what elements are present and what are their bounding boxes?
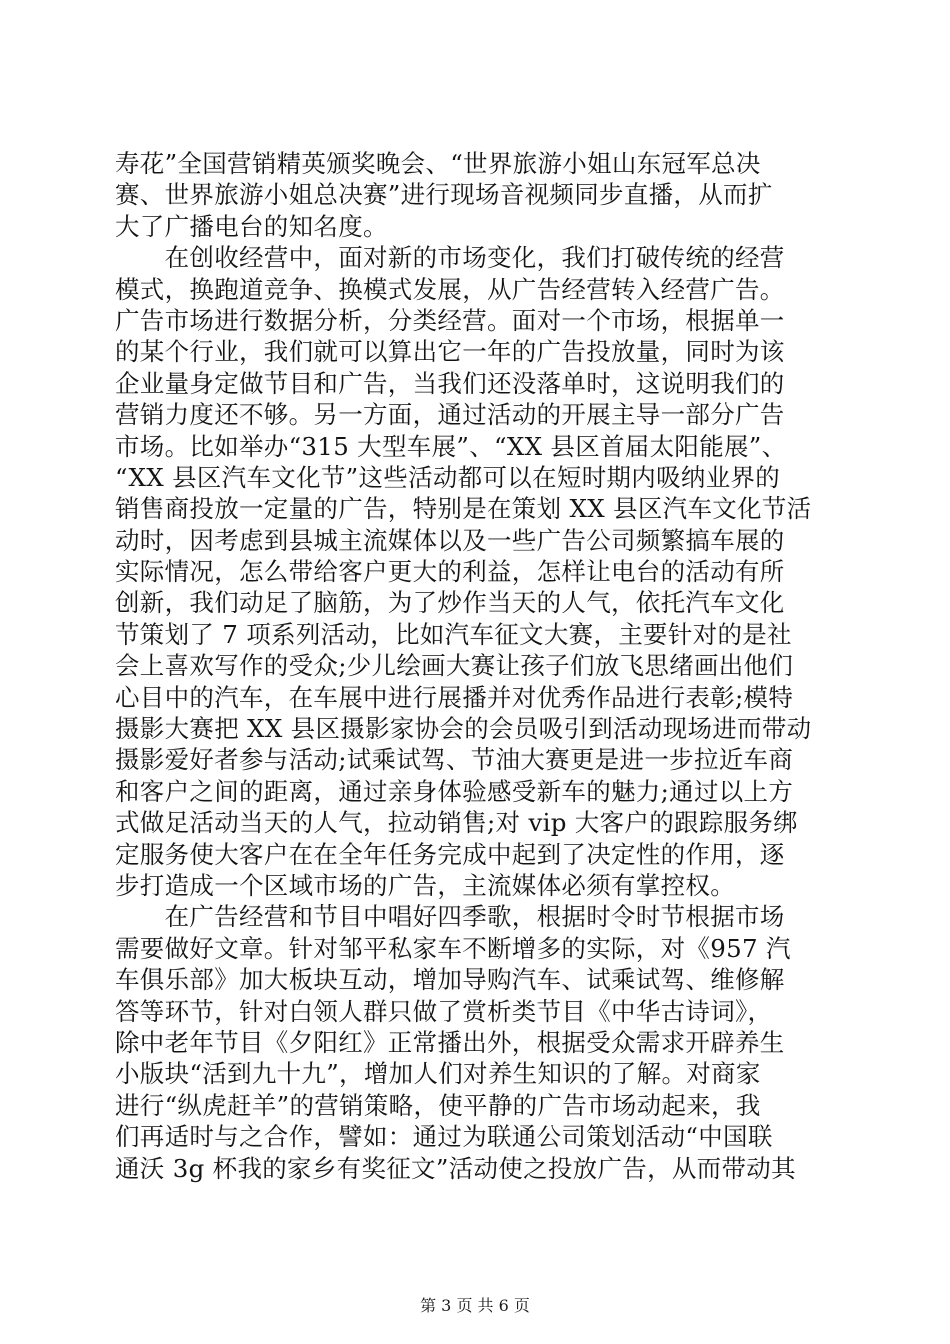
text-line: 需要做好文章。针对邹平私家车不断增多的实际，对《957 汽 [115, 933, 791, 963]
text-line: 模式，换跑道竞争、换模式发展，从广告经营转入经营广告。 [115, 274, 785, 304]
text-line: 和客户之间的距离，通过亲身体验感受新车的魅力;通过以上方 [115, 776, 794, 806]
text-line: 企业量身定做节目和广告，当我们还没落单时，这说明我们的 [115, 368, 785, 398]
body-text [115, 148, 845, 1184]
text-line: 摄影爱好者参与活动;试乘试驾、节油大赛更是进一步拉近车商 [115, 745, 794, 775]
text-line: 们再适时与之合作，譬如：通过为联通公司策划活动“中国联 [115, 1122, 773, 1152]
text-line: 式做足活动当天的人气，拉动销售;对 vip 大客户的跟踪服务绑 [115, 808, 798, 838]
text-line: 摄影大赛把 XX 县区摄影家协会的会员吸引到活动现场进而带动 [115, 714, 812, 744]
text-line: 在广告经营和节目中唱好四季歌，根据时令时节根据市场 [115, 902, 785, 932]
text-line: 心目中的汽车，在车展中进行展播并对优秀作品进行表彰;模特 [115, 682, 794, 712]
text-line: 大了广播电台的知名度。 [115, 211, 388, 241]
text-line: 除中老年节目《夕阳红》正常播出外，根据受众需求开辟养生 [115, 1027, 785, 1057]
text-line: 广告市场进行数据分析，分类经营。面对一个市场，根据单一 [115, 305, 785, 335]
text-line: 在创收经营中，面对新的市场变化，我们打破传统的经营 [115, 243, 785, 273]
text-line: “XX 县区汽车文化节”这些活动都可以在短时期内吸纳业界的 [115, 462, 781, 492]
text-line: 车俱乐部》加大板块互动，增加导购汽车、试乘试驾、维修解 [115, 965, 785, 995]
text-line: 动时，因考虑到县城主流媒体以及一些广告公司频繁搞车展的 [115, 525, 785, 555]
text-line: 销售商投放一定量的广告，特别是在策划 XX 县区汽车文化节活 [115, 494, 812, 524]
text-line: 节策划了 7 项系列活动，比如汽车征文大赛，主要针对的是社 [115, 619, 792, 649]
text-line: 创新，我们动足了脑筋，为了炒作当天的人气，依托汽车文化 [115, 588, 785, 618]
text-line: 寿花”全国营销精英颁奖晚会、“世界旅游小姐山东冠军总决 [115, 149, 761, 178]
text-line: 的某个行业，我们就可以算出它一年的广告投放量，同时为该 [115, 337, 785, 367]
text-line: 进行“纵虎赶羊”的营销策略，使平静的广告市场动起来，我 [115, 1090, 761, 1120]
text-line: 实际情况，怎么带给客户更大的利益，怎样让电台的活动有所 [115, 557, 785, 587]
text-line: 步打造成一个区域市场的广告，主流媒体必须有掌控权。 [115, 870, 735, 900]
text-line: 小版块“活到九十九”，增加人们对养生知识的了解。对商家 [115, 1059, 761, 1089]
text-line: 市场。比如举办“315 大型车展”、“XX 县区首届太阳能展”、 [115, 431, 787, 461]
text-line: 定服务使大客户在在全年任务完成中起到了决定性的作用，逐 [115, 839, 785, 869]
text-line: 会上喜欢写作的受众;少儿绘画大赛让孩子们放飞思绪画出他们 [115, 651, 794, 681]
page-footer: 第 3 页 共 6 页 [420, 1296, 530, 1315]
text-line: 答等环节，针对白领人群只做了赏析类节目《中华古诗词》， [115, 996, 773, 1026]
text-line: 赛、世界旅游小姐总决赛”进行现场音视频同步直播，从而扩 [115, 180, 773, 210]
text-line: 通沃 3g 杯我的家乡有奖征文”活动使之投放广告，从而带动其 [115, 1153, 796, 1183]
text-line: 营销力度还不够。另一方面，通过活动的开展主导一部分广告 [115, 400, 785, 430]
